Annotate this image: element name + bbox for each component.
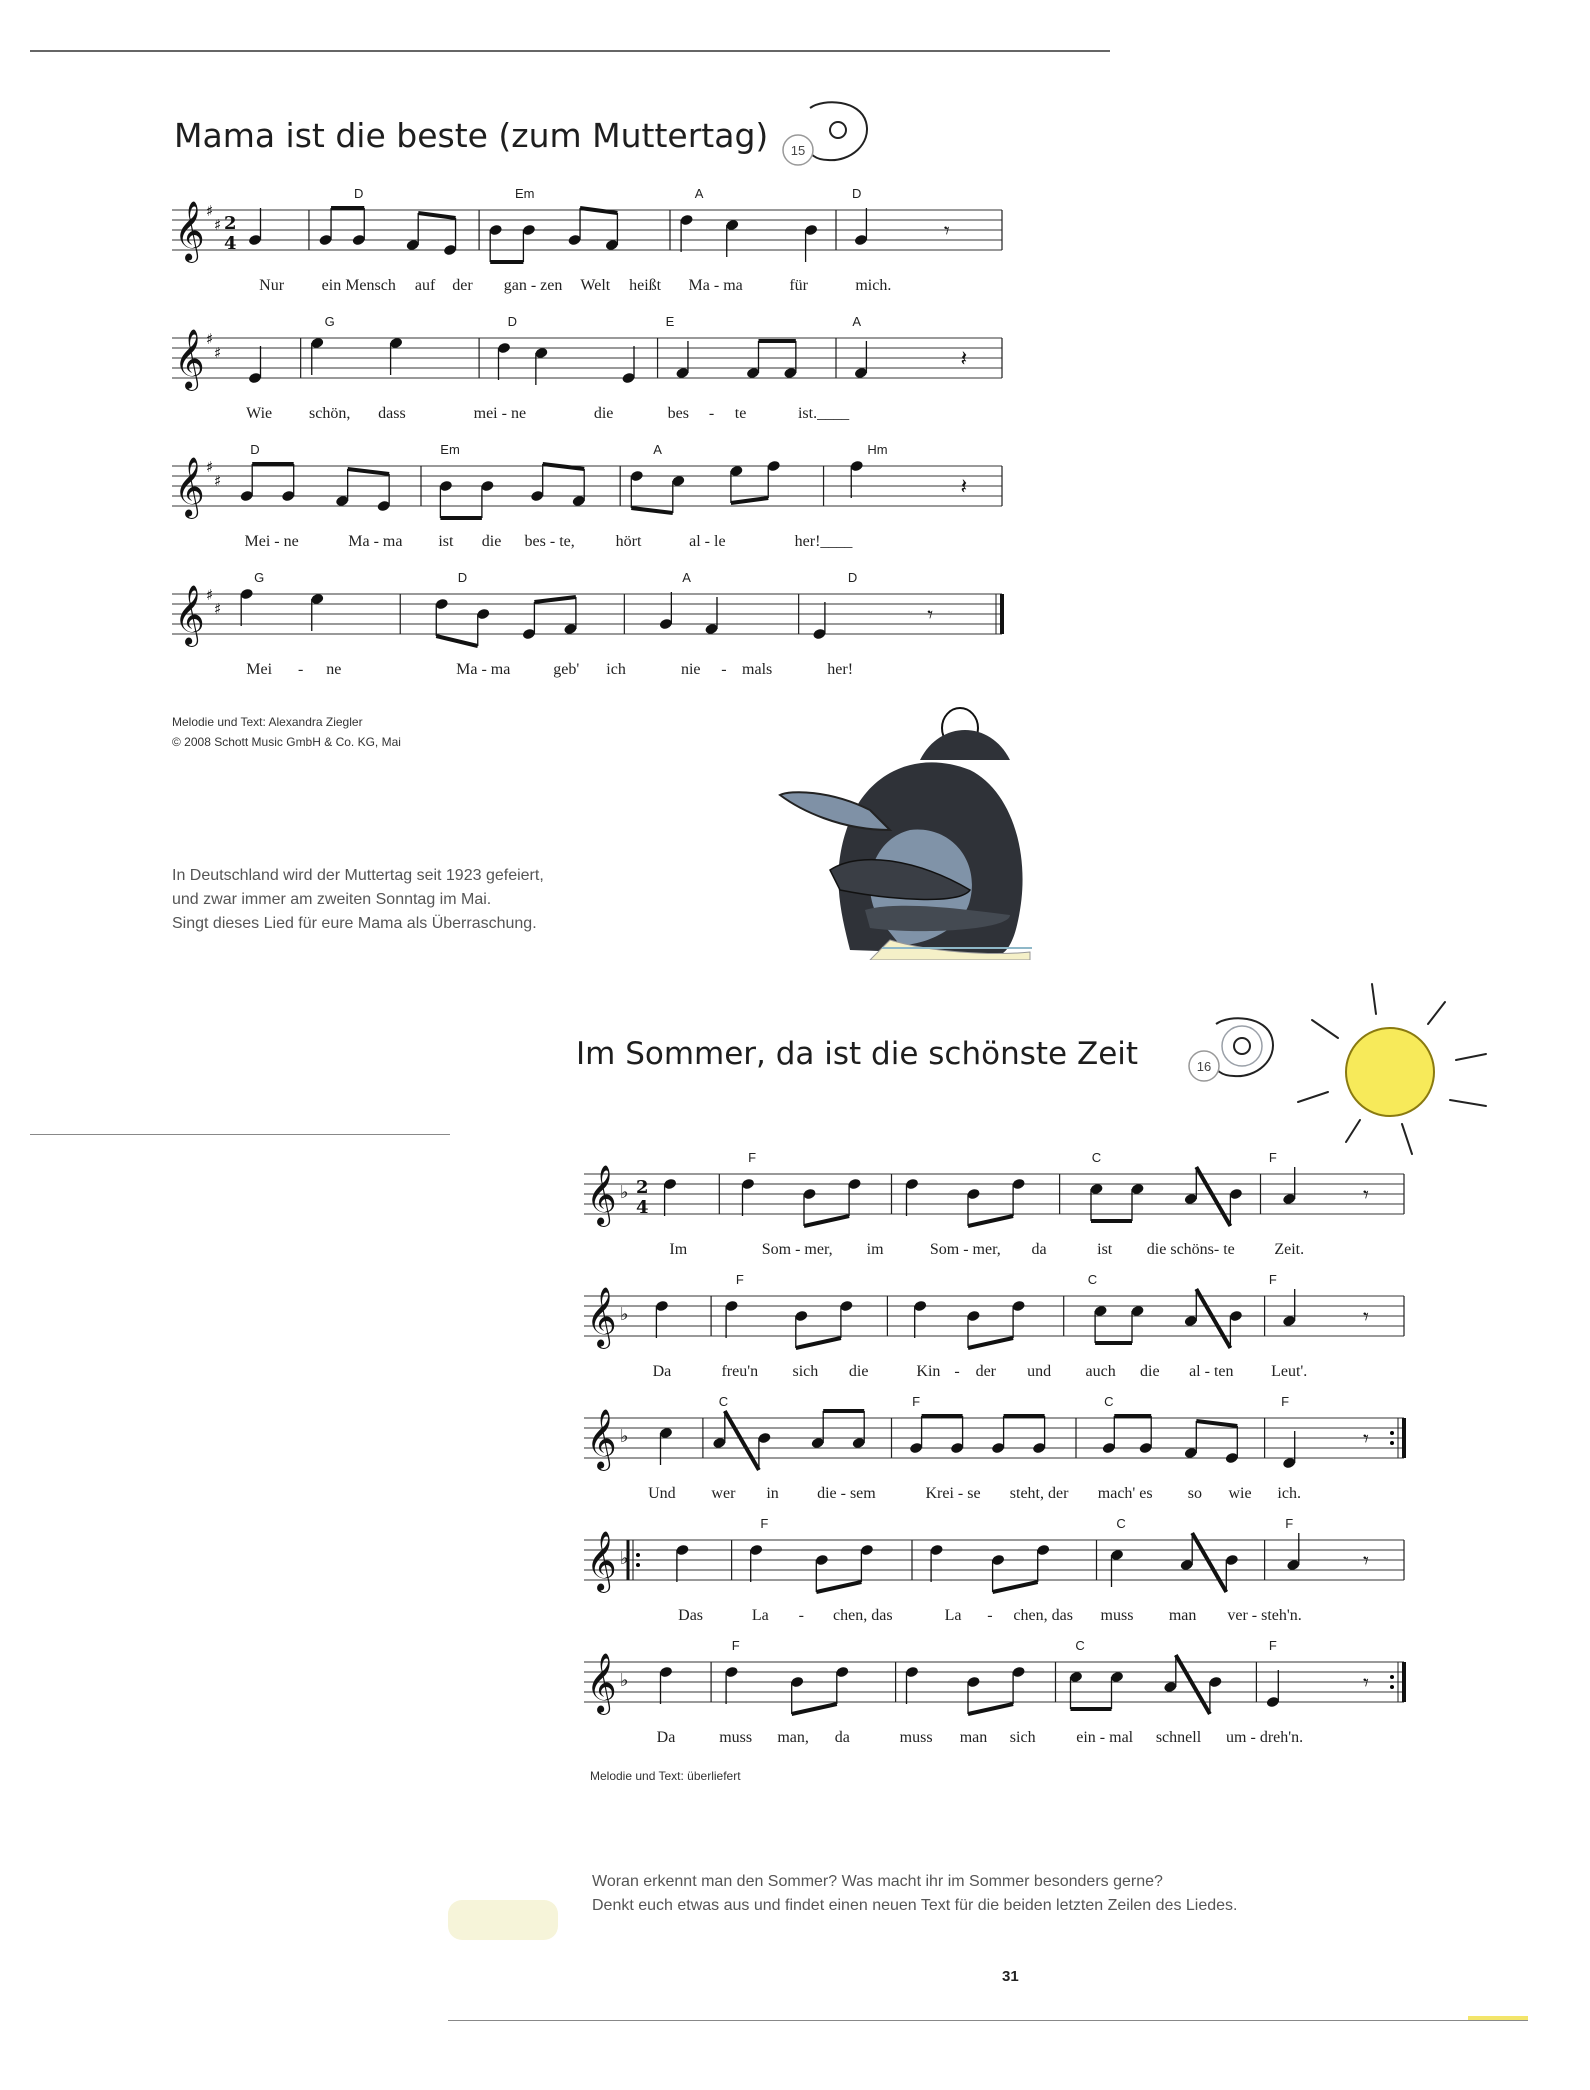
rest-icon: 𝄾 <box>1363 1183 1369 1208</box>
crow-illustration <box>770 660 1070 960</box>
lyric-syllable: al - ten <box>1189 1363 1234 1380</box>
lyric-syllable: - <box>297 661 304 678</box>
song2-title: Im Sommer, da ist die schönste Zeit <box>576 1036 1139 1072</box>
chord-symbol: F <box>1285 1516 1294 1531</box>
note-beam <box>580 208 617 213</box>
lyric-syllable: steht, der <box>1009 1485 1069 1502</box>
lyric-syllable: ich <box>606 661 626 678</box>
lyric-syllable: mei - ne <box>473 405 527 422</box>
rest-icon: 𝄾 <box>927 603 934 628</box>
lyric-syllable: Som - mer, <box>761 1241 833 1258</box>
lyric-syllable: Ma - ma <box>348 533 403 550</box>
lyric-syllable: hört <box>615 533 642 550</box>
lyric-syllable: freu'n <box>721 1363 759 1380</box>
lyric-syllable: ist.____ <box>797 405 850 422</box>
yellow-smudge <box>448 1900 558 1940</box>
note-beam <box>993 1582 1038 1592</box>
note-beam <box>418 213 455 218</box>
chord-symbol: A <box>694 186 704 201</box>
sharp-icon: ♯ <box>206 330 214 348</box>
lyric-syllable: her! <box>827 661 854 678</box>
note-beam <box>725 1411 759 1470</box>
lyric-syllable: dass <box>378 405 406 422</box>
divider-rule <box>30 1134 450 1135</box>
time-signature-top: 2 <box>224 213 237 234</box>
song2-credit: Melodie und Text: überliefert <box>590 1769 741 1783</box>
song2-score <box>584 1146 1404 1776</box>
lyric-syllable: schnell <box>1155 1729 1202 1746</box>
lyric-syllable: muss <box>1100 1607 1134 1624</box>
lyric-syllable: im <box>866 1241 884 1258</box>
lyric-syllable: - <box>798 1607 804 1624</box>
chord-symbol: Em <box>440 442 460 457</box>
lyric-syllable: ich. <box>1277 1485 1301 1502</box>
flat-icon: ♭ <box>620 1548 629 1569</box>
lyric-syllable: Nur <box>259 277 285 294</box>
sharp-icon: ♯ <box>214 600 222 618</box>
lyric-syllable: da <box>1031 1241 1047 1258</box>
lyric-syllable: Leut'. <box>1271 1363 1308 1380</box>
lyric-syllable: Da <box>652 1363 672 1380</box>
rest-icon: 𝄾 <box>943 219 950 244</box>
lyric-syllable: man <box>959 1729 988 1746</box>
lyric-syllable: auf <box>414 277 436 294</box>
lyric-syllable: Das <box>678 1607 704 1624</box>
chord-symbol: D <box>457 570 468 585</box>
chord-symbol: D <box>852 186 862 201</box>
lyric-syllable: heißt <box>629 277 662 294</box>
sharp-icon: ♯ <box>214 216 222 234</box>
note-beam <box>543 464 585 469</box>
lyric-syllable: mich. <box>855 277 892 294</box>
lyric-syllable: mach' es <box>1097 1485 1153 1502</box>
info-line: Denkt euch etwas aus und findet einen neuen Text für die beiden letzten Zeilen des Liedes. <box>592 1897 1238 1914</box>
cd-track-number: 15 <box>790 143 806 158</box>
song1-credit <box>172 712 401 752</box>
chord-symbol: F <box>1281 1394 1290 1409</box>
chord-symbol: D <box>354 186 364 201</box>
treble-clef-icon: 𝄞 <box>174 201 205 261</box>
lyric-syllable: Zeit. <box>1274 1241 1305 1258</box>
lyric-syllable: te <box>734 405 747 422</box>
chord-symbol: F <box>731 1638 740 1653</box>
lyric-syllable: - <box>721 661 727 678</box>
lyric-syllable: Da <box>656 1729 676 1746</box>
info-line: und zwar immer am zweiten Sonntag im Mai. <box>172 891 492 908</box>
note-beam <box>804 1216 849 1226</box>
info-line: Singt dieses Lied für eure Mama als Überraschung. <box>172 915 537 932</box>
lyric-syllable: auch <box>1085 1363 1116 1380</box>
note-beam <box>534 597 576 602</box>
repeat-dot <box>1390 1685 1394 1689</box>
chord-symbol: C <box>1104 1394 1114 1409</box>
staff-line <box>172 186 1002 294</box>
lyric-syllable: ein - mal <box>1076 1729 1134 1746</box>
note-beam <box>796 1338 841 1348</box>
flat-icon: ♭ <box>620 1182 629 1203</box>
repeat-dot <box>1390 1675 1394 1679</box>
staff-line <box>584 1394 1404 1502</box>
lyric-syllable: in <box>766 1485 779 1502</box>
note-beam <box>792 1704 837 1714</box>
note-beam <box>1196 1167 1230 1226</box>
treble-clef-icon: 𝄞 <box>586 1165 617 1225</box>
lyric-syllable: Wie <box>246 405 273 422</box>
lyric-syllable: Mei - ne <box>244 533 299 550</box>
note-beam <box>436 636 478 646</box>
staff-line <box>172 442 1002 550</box>
top-rule <box>30 50 1110 52</box>
song1-info <box>172 864 544 936</box>
lyric-syllable: her!____ <box>794 533 853 550</box>
note-beam <box>348 469 390 474</box>
chord-symbol: C <box>1091 1150 1102 1165</box>
note-beam <box>968 1338 1013 1348</box>
lyric-syllable: Som - mer, <box>929 1241 1001 1258</box>
rest-icon: 𝄾 <box>1363 1671 1369 1696</box>
lyric-syllable: al - le <box>689 533 726 550</box>
lyric-syllable: wer <box>711 1485 736 1502</box>
sharp-icon: ♯ <box>214 344 222 362</box>
chord-symbol: E <box>665 314 675 329</box>
lyric-syllable: La <box>751 1607 769 1624</box>
lyric-syllable: die <box>593 405 614 422</box>
sharp-icon: ♯ <box>206 586 214 604</box>
lyric-syllable: ist <box>1097 1241 1113 1258</box>
sharp-icon: ♯ <box>214 472 222 490</box>
lyric-syllable: sich <box>1009 1729 1036 1746</box>
time-signature-bottom: 4 <box>224 233 237 254</box>
flat-icon: ♭ <box>620 1426 629 1447</box>
chord-symbol: F <box>748 1150 757 1165</box>
lyric-syllable: muss <box>719 1729 753 1746</box>
treble-clef-icon: 𝄞 <box>586 1287 617 1347</box>
note-beam <box>1176 1655 1210 1714</box>
treble-clef-icon: 𝄞 <box>174 329 205 389</box>
chord-symbol: F <box>1268 1150 1277 1165</box>
chord-symbol: C <box>1087 1272 1098 1287</box>
chord-symbol: A <box>653 442 662 457</box>
lyric-syllable: nie <box>680 661 701 678</box>
song2-info <box>592 1870 1237 1918</box>
chord-symbol: G <box>324 314 335 329</box>
chord-symbol: G <box>254 570 265 585</box>
lyric-syllable: Kin <box>916 1363 941 1380</box>
lyric-syllable: gan - zen <box>503 277 563 294</box>
lyric-syllable: mals <box>742 661 773 678</box>
lyric-syllable: so <box>1187 1485 1203 1502</box>
note-beam <box>1192 1533 1226 1592</box>
bottom-rule <box>448 2020 1528 2021</box>
lyric-syllable: chen, das <box>833 1607 893 1624</box>
treble-clef-icon: 𝄞 <box>174 585 205 645</box>
lyric-syllable: und <box>1027 1363 1052 1380</box>
lyric-syllable: Ma - ma <box>688 277 743 294</box>
note-beam <box>631 508 673 513</box>
rest-icon: 𝄾 <box>1363 1305 1369 1330</box>
lyric-syllable: La <box>944 1607 962 1624</box>
lyric-syllable: für <box>789 277 808 294</box>
time-signature-top: 2 <box>636 1177 649 1198</box>
lyric-syllable: chen, das <box>1013 1607 1073 1624</box>
chord-symbol: Hm <box>867 442 888 457</box>
repeat-dot <box>636 1553 640 1557</box>
lyric-syllable: die schöns- te <box>1146 1241 1235 1258</box>
treble-clef-icon: 𝄞 <box>586 1531 617 1591</box>
note-beam <box>816 1582 861 1592</box>
lyric-syllable: die <box>848 1363 869 1380</box>
flat-icon: ♭ <box>620 1304 629 1325</box>
sharp-icon: ♯ <box>206 202 214 220</box>
staff-line <box>584 1272 1404 1380</box>
note-beam <box>1196 1289 1230 1348</box>
lyric-syllable: die <box>1140 1363 1160 1380</box>
chord-symbol: A <box>682 570 691 585</box>
lyric-syllable: bes <box>667 405 689 422</box>
song1-score <box>172 182 1002 702</box>
lyric-syllable: ein Mensch <box>321 277 396 294</box>
cd-icon <box>1186 1012 1282 1088</box>
lyric-syllable: da <box>834 1729 850 1746</box>
sharp-icon: ♯ <box>206 458 214 476</box>
chord-symbol: Em <box>515 186 535 201</box>
yellow-accent <box>1468 2016 1528 2020</box>
staff-line <box>172 314 1002 422</box>
rest-icon: 𝄽 <box>960 347 968 372</box>
lyric-syllable: ist <box>438 533 454 550</box>
lyric-syllable: der <box>452 277 473 294</box>
lyric-syllable: - <box>954 1363 960 1380</box>
info-line: In Deutschland wird der Muttertag seit 1923 gefeiert, <box>172 867 544 884</box>
chord-symbol: F <box>760 1516 769 1531</box>
lyric-syllable: sich <box>792 1363 819 1380</box>
lyric-syllable: man <box>1168 1607 1197 1624</box>
rest-icon: 𝄾 <box>1363 1427 1369 1452</box>
chord-symbol: F <box>912 1394 921 1409</box>
chord-symbol: C <box>1075 1638 1085 1653</box>
lyric-syllable: Mei <box>246 661 273 678</box>
staff-line <box>584 1516 1404 1624</box>
lyric-syllable: Krei - se <box>925 1485 981 1502</box>
lyric-syllable: um - dreh'n. <box>1226 1729 1304 1746</box>
chord-symbol: F <box>735 1272 744 1287</box>
lyric-syllable: - <box>708 405 715 422</box>
lyric-syllable: Ma - ma <box>456 661 511 678</box>
time-signature-bottom: 4 <box>636 1197 649 1218</box>
staff-line <box>584 1638 1404 1746</box>
lyric-syllable: wie <box>1228 1485 1252 1502</box>
cd-track-number: 16 <box>1196 1059 1212 1074</box>
chord-symbol: A <box>852 314 862 329</box>
flat-icon: ♭ <box>620 1670 629 1691</box>
lyric-syllable: man, <box>777 1729 809 1746</box>
note-beam <box>968 1704 1013 1714</box>
lyric-syllable: ver - steh'n. <box>1227 1607 1302 1624</box>
lyric-syllable: muss <box>899 1729 933 1746</box>
credit-line: Melodie und Text: Alexandra Ziegler <box>172 715 363 729</box>
info-line: Woran erkennt man den Sommer? Was macht ihr im Sommer besonders gerne? <box>592 1873 1163 1890</box>
lyric-syllable: schön, <box>309 405 351 422</box>
note-beam <box>1196 1421 1237 1426</box>
note-beam <box>968 1216 1013 1226</box>
credit-line: © 2008 Schott Music GmbH & Co. KG, Mai <box>172 735 401 749</box>
repeat-dot <box>1390 1431 1394 1435</box>
chord-symbol: D <box>250 442 260 457</box>
chord-symbol: C <box>718 1394 729 1409</box>
sun-illustration <box>1290 972 1500 1162</box>
chord-symbol: D <box>507 314 517 329</box>
lyric-syllable: geb' <box>553 661 580 678</box>
song1-title: Mama ist die beste (zum Muttertag) <box>174 116 769 155</box>
lyric-syllable: Im <box>669 1241 688 1258</box>
lyric-syllable: der <box>975 1363 997 1380</box>
lyric-syllable: - <box>987 1607 993 1624</box>
lyric-syllable: die - sem <box>817 1485 876 1502</box>
note-beam <box>731 498 768 503</box>
repeat-dot <box>1390 1441 1394 1445</box>
lyric-syllable: die <box>481 533 502 550</box>
cd-icon <box>780 96 876 172</box>
page-number: 31 <box>1002 1968 1019 1985</box>
lyric-syllable: bes - te, <box>524 533 575 550</box>
treble-clef-icon: 𝄞 <box>586 1653 617 1713</box>
staff-line <box>584 1150 1404 1258</box>
chord-symbol: C <box>1116 1516 1126 1531</box>
lyric-syllable: Welt <box>580 277 611 294</box>
lyric-syllable: ne <box>326 661 342 678</box>
chord-symbol: F <box>1268 1272 1277 1287</box>
lyric-syllable: Und <box>648 1485 676 1502</box>
rest-icon: 𝄽 <box>960 475 968 500</box>
chord-symbol: D <box>847 570 858 585</box>
treble-clef-icon: 𝄞 <box>174 457 205 517</box>
rest-icon: 𝄾 <box>1363 1549 1369 1574</box>
repeat-dot <box>636 1563 640 1567</box>
treble-clef-icon: 𝄞 <box>586 1409 617 1469</box>
chord-symbol: F <box>1268 1638 1277 1653</box>
